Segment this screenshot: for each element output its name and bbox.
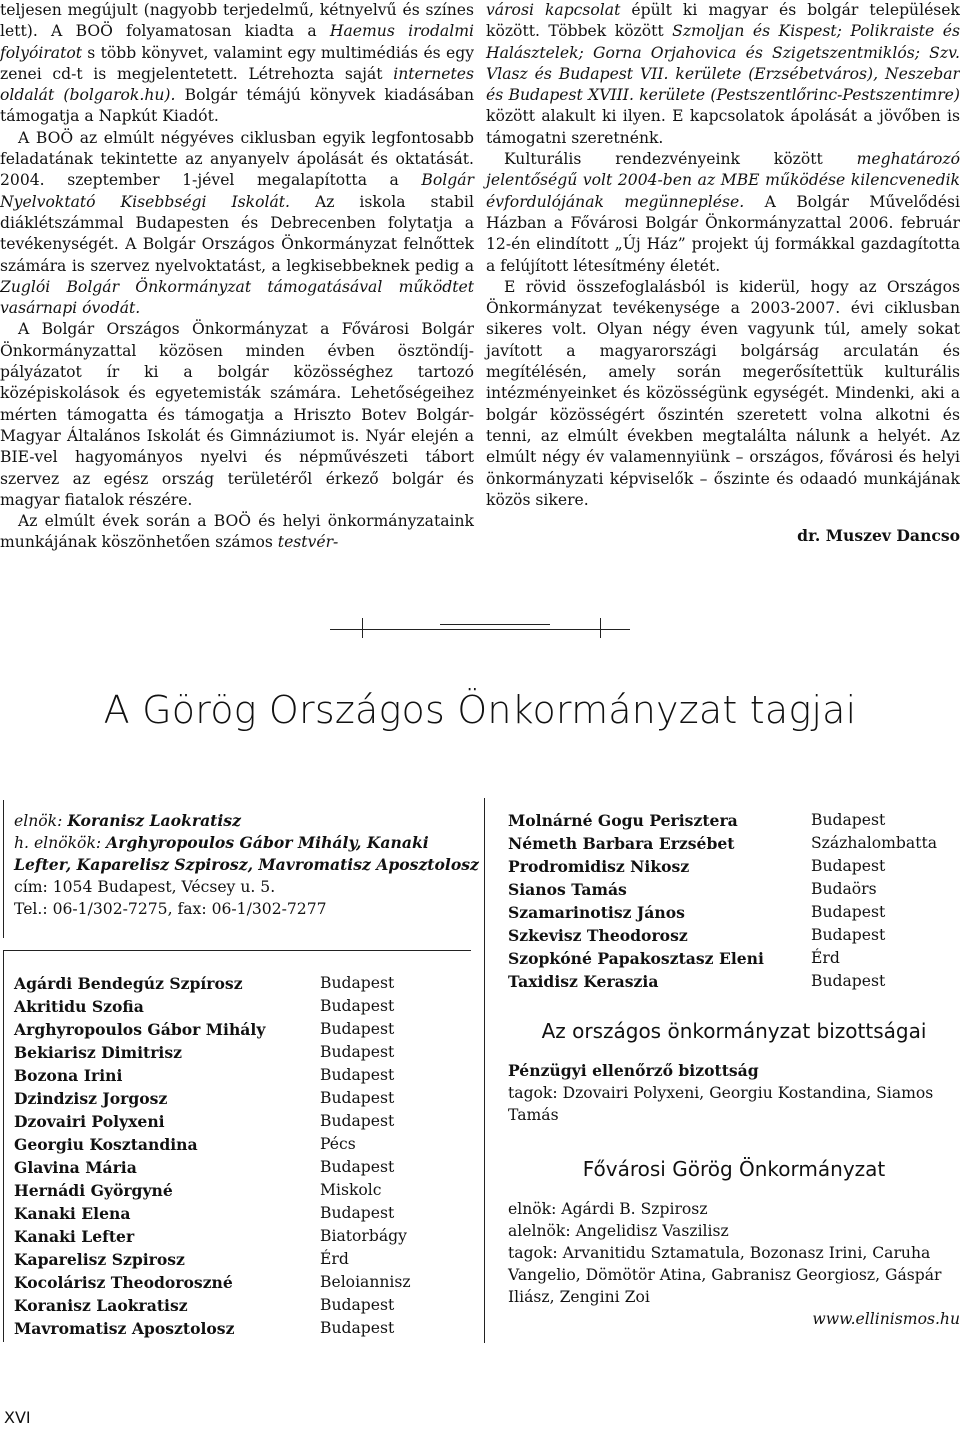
member-row <box>508 924 937 947</box>
italic-text-run: internetes oldalát (bolgarok.hu). <box>0 64 474 105</box>
member-name: Taxidisz Keraszia <box>508 972 659 991</box>
divider-vertical-left <box>3 800 4 938</box>
member-city: Biatorbágy <box>320 1227 407 1245</box>
section-heading: A Görög Országos Önkormányzat tagjai <box>103 688 857 732</box>
italic-text-run: Szmoljan és Kispest; Polikraiste és Halásztelek; Gorna Orjahovica és Szigetszentmiklós; Szv. Vlasz és Budapest VII. kerülete (Erzsébetváros), Neszebar és Budapest XVIII. kerülete (Pestszentlőrinc-Pestszentimre) <box>486 22 960 105</box>
member-row <box>14 1179 411 1202</box>
member-name: Kocolárisz Theodoroszné <box>14 1273 233 1292</box>
member-name: Prodromidisz Nikosz <box>508 857 690 876</box>
capital-chair: elnök: Agárdi B. Szpirosz <box>508 1200 708 1218</box>
article-paragraph <box>486 0 960 149</box>
article-paragraph <box>486 277 960 511</box>
members-table-left <box>14 972 411 1340</box>
capital-members: tagok: Arvanitidu Sztamatula, Bozonasz Irini, Caruha Vangelio, Dömötör Atina, Gabranisz Georgiosz, Gáspár Iliász, Zengini Zoi <box>508 1244 942 1306</box>
text-run: A Bolgár Művelődési Házban a Fővárosi Bolgár Önkormányzattal 2006. február 12-én elindított „Új Ház” projekt új formákkal gazdagította a felújított létesítmény életét. <box>486 192 960 275</box>
member-city: Budapest <box>320 997 395 1015</box>
member-row <box>14 1018 411 1041</box>
member-city: Budapest <box>811 811 886 829</box>
divider-horizontal-left <box>3 950 471 951</box>
member-city: Érd <box>811 949 840 967</box>
chair-line: elnök: Koranisz Laokratisz <box>14 811 241 830</box>
article-paragraph <box>0 511 474 554</box>
member-name: Mavromatisz Aposztolosz <box>14 1319 235 1338</box>
member-name: Szopkóné Papakosztasz Eleni <box>508 949 764 968</box>
member-row <box>14 1133 411 1156</box>
member-city: Budapest <box>320 1066 395 1084</box>
member-row <box>508 878 937 901</box>
member-row <box>14 1317 411 1340</box>
committee-name: Pénzügyi ellenőrző bizottság <box>508 1061 759 1080</box>
member-row <box>508 947 937 970</box>
page-number: XVI <box>4 1408 31 1427</box>
text-run: s több könyvet, valamint egy multimédiás és egy zenei cd-t is megjelentetett. Létrehozta saját <box>0 43 474 83</box>
phone-fax: Tel.: 06-1/302-7275, fax: 06-1/302-7277 <box>14 900 327 918</box>
capital-vice-chair: alelnök: Angelidisz Vaszilisz <box>508 1222 729 1240</box>
member-name: Bozona Irini <box>14 1066 123 1085</box>
member-row <box>508 901 937 924</box>
member-name: Németh Barbara Erzsébet <box>508 834 735 853</box>
member-name: Koranisz Laokratisz <box>14 1296 188 1315</box>
italic-text-run: Zuglói Bolgár Önkormányzat támogatásával működtet vasárnapi óvodát. <box>0 277 474 318</box>
text-run: Bolgár témájú könyvek kiadásában támogatja a Napkút Kiadót. <box>0 86 474 126</box>
text-run: A Bolgár Országos Önkormányzat a Fővárosi Bolgár Önkormányzattal közösen minden évben ösztöndíj-pályázatot ír ki a bolgár közösséghez tartozó középiskolások és egyetemisták számára. Lehetőségeihez mérten támogatta és támogatja a Hriszto Botev Bolgár-Magyar Általános Iskolát és Gimnáziumot is. Nyár elején a BIE-vel hagyományos nyelvi és népművészeti tábort szervez az egész ország területéről érkező bolgár és magyar fiatalok részére. <box>0 320 474 509</box>
member-city: Budapest <box>320 1043 395 1061</box>
capital-government-block <box>508 1158 960 1330</box>
member-row <box>14 1202 411 1225</box>
member-city: Százhalombatta <box>811 834 938 852</box>
member-name: Glavina Mária <box>14 1158 137 1177</box>
member-city: Budapest <box>320 974 395 992</box>
divider-vertical-left-lower <box>3 950 4 1342</box>
member-row <box>508 970 937 993</box>
website-link[interactable]: www.ellinismos.hu <box>812 1310 960 1328</box>
text-run: épült ki magyar és bolgár települések között. Többek között <box>486 1 960 41</box>
text-run: Az elmúlt évek során a BOÖ és helyi önkormányzataink munkájának köszönhetően számos <box>0 512 474 552</box>
member-name: Dzindzisz Jorgosz <box>14 1089 168 1108</box>
members-table-right <box>508 809 937 993</box>
article-right-column <box>486 0 960 546</box>
italic-text-run: Haemus irodalmi folyóiratot <box>0 22 474 62</box>
member-name: Molnárné Gogu Perisztera <box>508 811 738 830</box>
italic-text-run: Bolgár Nyelvoktató Kisebbségi Iskolát. <box>0 171 474 211</box>
member-row <box>14 1294 411 1317</box>
committees-block <box>508 1020 960 1126</box>
member-city: Budapest <box>320 1020 395 1038</box>
article-paragraph <box>0 128 474 320</box>
member-row <box>14 1248 411 1271</box>
address: cím: 1054 Budapest, Vécsey u. 5. <box>14 878 276 896</box>
text-run: teljesen megújult (nagyobb terjedelmű, kétnyelvű és színes lett). A BOÖ folyamatosan kiadta a <box>0 1 474 41</box>
member-row <box>14 1110 411 1133</box>
member-row <box>14 1225 411 1248</box>
member-name: Arghyropoulos Gábor Mihály <box>14 1020 266 1039</box>
member-row <box>14 1156 411 1179</box>
member-city: Budapest <box>320 1204 395 1222</box>
member-name: Hernádi Györgyné <box>14 1181 173 1200</box>
member-city: Budapest <box>811 857 886 875</box>
member-city: Budapest <box>320 1296 395 1314</box>
member-name: Dzovairi Polyxeni <box>14 1112 165 1131</box>
member-row <box>14 972 411 995</box>
member-name: Szkevisz Theodorosz <box>508 926 688 945</box>
member-name: Kanaki Elena <box>14 1204 131 1223</box>
article-left-column <box>0 0 474 554</box>
text-run: Kulturális rendezvényeink között <box>504 150 857 169</box>
italic-text-run: meghatározó jelentőségű volt 2004-ben az MBE működése kilencvenedik évfordulójának megünneplése. <box>486 150 960 211</box>
italic-text-run: városi kapcsolat <box>486 1 621 19</box>
member-city: Budapest <box>320 1319 395 1337</box>
divider-vertical-middle <box>484 798 485 1343</box>
member-city: Budapest <box>811 926 886 944</box>
member-name: Sianos Tamás <box>508 880 627 899</box>
capital-heading: Fővárosi Görög Önkormányzat <box>582 1157 886 1181</box>
member-city: Miskolc <box>320 1181 382 1199</box>
article-signature: dr. Muszev Dancso <box>797 526 960 546</box>
member-name: Szamarinotisz János <box>508 903 685 922</box>
officers-block <box>14 810 484 920</box>
member-name: Kaparelisz Szpirosz <box>14 1250 185 1269</box>
member-row <box>508 832 937 855</box>
vice-chair-line: h. elnökök: Arghyropoulos Gábor Mihály, Kanaki Lefter, Kaparelisz Szpirosz, Mavromatisz Aposztolosz <box>14 833 479 874</box>
member-city: Budapest <box>320 1089 395 1107</box>
text-run: E rövid összefoglalásból is kiderül, hogy az Országos Önkormányzat tevékenysége a 2003-2007. évi ciklusban sikeres volt. Olyan négy éven vagyunk túl, amely sokat javított a magyarországi bolgárság arculatán és megítélésén, amely során megerősítettük kulturális intézményeinket és közösségünk egységét. Mindenki, aki a bolgár közösségért őszintén szeretett volna alkotni és tenni, az elmúlt években megtalálta nálunk a helyét. Az elmúlt négy év valamennyiünk – országos, fővárosi és helyi önkormányzati képviselők – őszinte és odaadó munkájának közös sikere. <box>486 277 960 509</box>
committees-heading: Az országos önkormányzat bizottságai <box>541 1019 927 1043</box>
member-name: Kanaki Lefter <box>14 1227 135 1246</box>
member-city: Budaörs <box>811 880 877 898</box>
member-row <box>14 995 411 1018</box>
member-row <box>14 1271 411 1294</box>
italic-text-run: testvér- <box>277 533 339 552</box>
member-city: Budapest <box>811 903 886 921</box>
member-row <box>14 1041 411 1064</box>
article-right-paragraphs <box>486 0 960 511</box>
text-run: A BOÖ az elmúlt négyéves ciklusban egyik legfontosabb feladatának tekintette az anyanyelv ápolását és oktatását. 2004. szeptember 1-jével megalapította a <box>0 128 474 190</box>
member-city: Budapest <box>811 972 886 990</box>
member-city: Budapest <box>320 1112 395 1130</box>
committee-members: tagok: Dzovairi Polyxeni, Georgiu Kostandina, Siamos Tamás <box>508 1084 934 1124</box>
member-city: Beloiannisz <box>320 1273 411 1291</box>
member-row <box>508 809 937 832</box>
member-name: Akritidu Szofia <box>14 997 144 1016</box>
member-name: Bekiarisz Dimitrisz <box>14 1043 182 1062</box>
member-city: Pécs <box>320 1135 356 1153</box>
member-name: Agárdi Bendegúz Szpírosz <box>14 974 243 993</box>
member-row <box>14 1064 411 1087</box>
article-paragraph <box>486 149 960 277</box>
member-row <box>14 1087 411 1110</box>
member-city: Érd <box>320 1250 349 1268</box>
member-city: Budapest <box>320 1158 395 1176</box>
text-run: között alakult ki ilyen. E kapcsolatok ápolását a jövőben is támogatni szeretnénk. <box>486 107 960 147</box>
member-name: Georgiu Kosztandina <box>14 1135 198 1154</box>
text-run: Az iskola stabil diáklétszámmal Budapesten és Debrecenben folytatja a tevékenységét. A Bolgár Országos Önkormányzat felnőttek számára is szervez nyelvoktatást, a legkisebbeknek pedig a <box>0 192 474 275</box>
article-paragraph <box>0 319 474 511</box>
article-paragraph <box>0 0 474 128</box>
member-row <box>508 855 937 878</box>
